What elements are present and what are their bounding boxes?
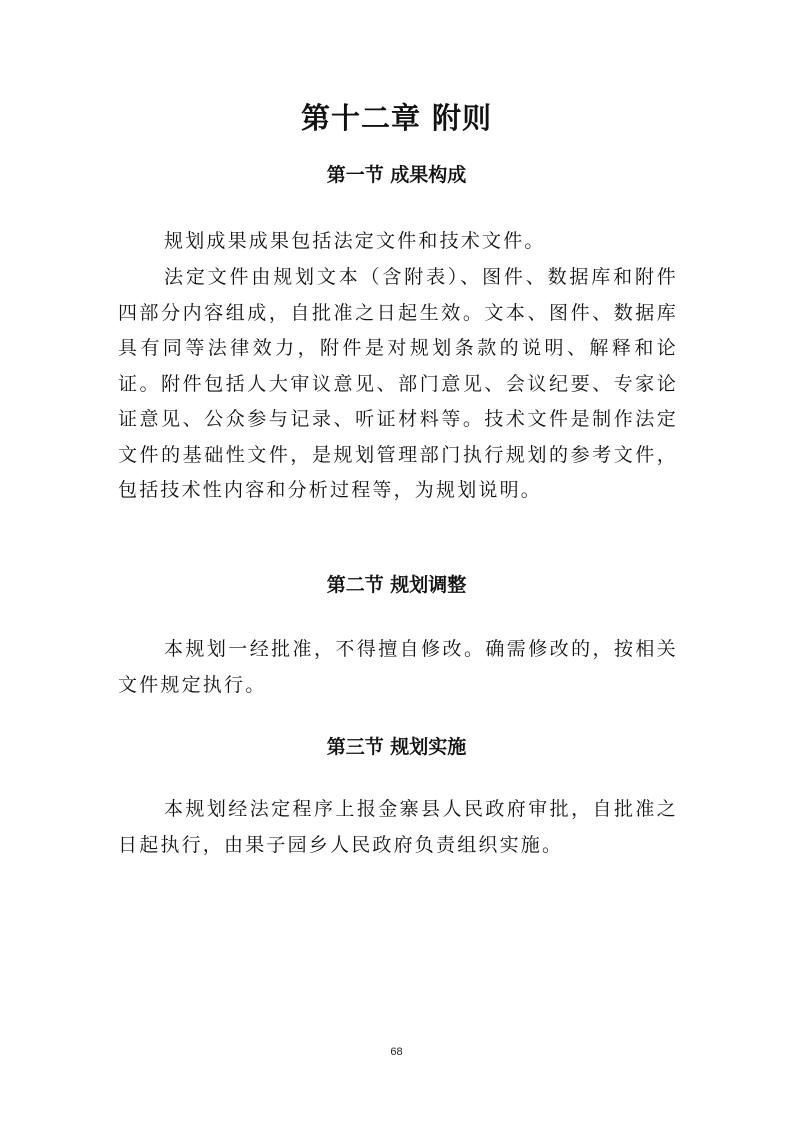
section-title-1: 第一节 成果构成	[326, 164, 467, 186]
chapter-title: 第十二章 附则	[300, 101, 493, 135]
section-title-2: 第二节 规划调整	[326, 574, 467, 596]
paragraph: 本规划一经批准，不得擅自修改。确需修改的，按相关文件规定执行。	[118, 638, 678, 696]
section-title-3: 第三节 规划实施	[326, 736, 467, 758]
paragraph: 规划成果成果包括法定文件和技术文件。	[164, 230, 546, 252]
paragraph: 本规划经法定程序上报金寨县人民政府审批，自批准之日起执行，由果子园乡人民政府负责组织实施。	[118, 798, 678, 856]
page-number: 68	[390, 1046, 403, 1058]
paragraph: 法定文件由规划文本（含附表）、图件、数据库和附件四部分内容组成，自批准之日起生效。文本、图件、数据库具有同等法律效力，附件是对规划条款的说明、解释和论证。附件包括人大审议意见、部门意见、会议纪要、专家论证意见、公众参与记录、听证材料等。技术文件是制作法定文件的基础性文件，是规划管理部门执行规划的参考文件，包括技术性内容和分析过程等，为规划说明。	[118, 266, 678, 501]
